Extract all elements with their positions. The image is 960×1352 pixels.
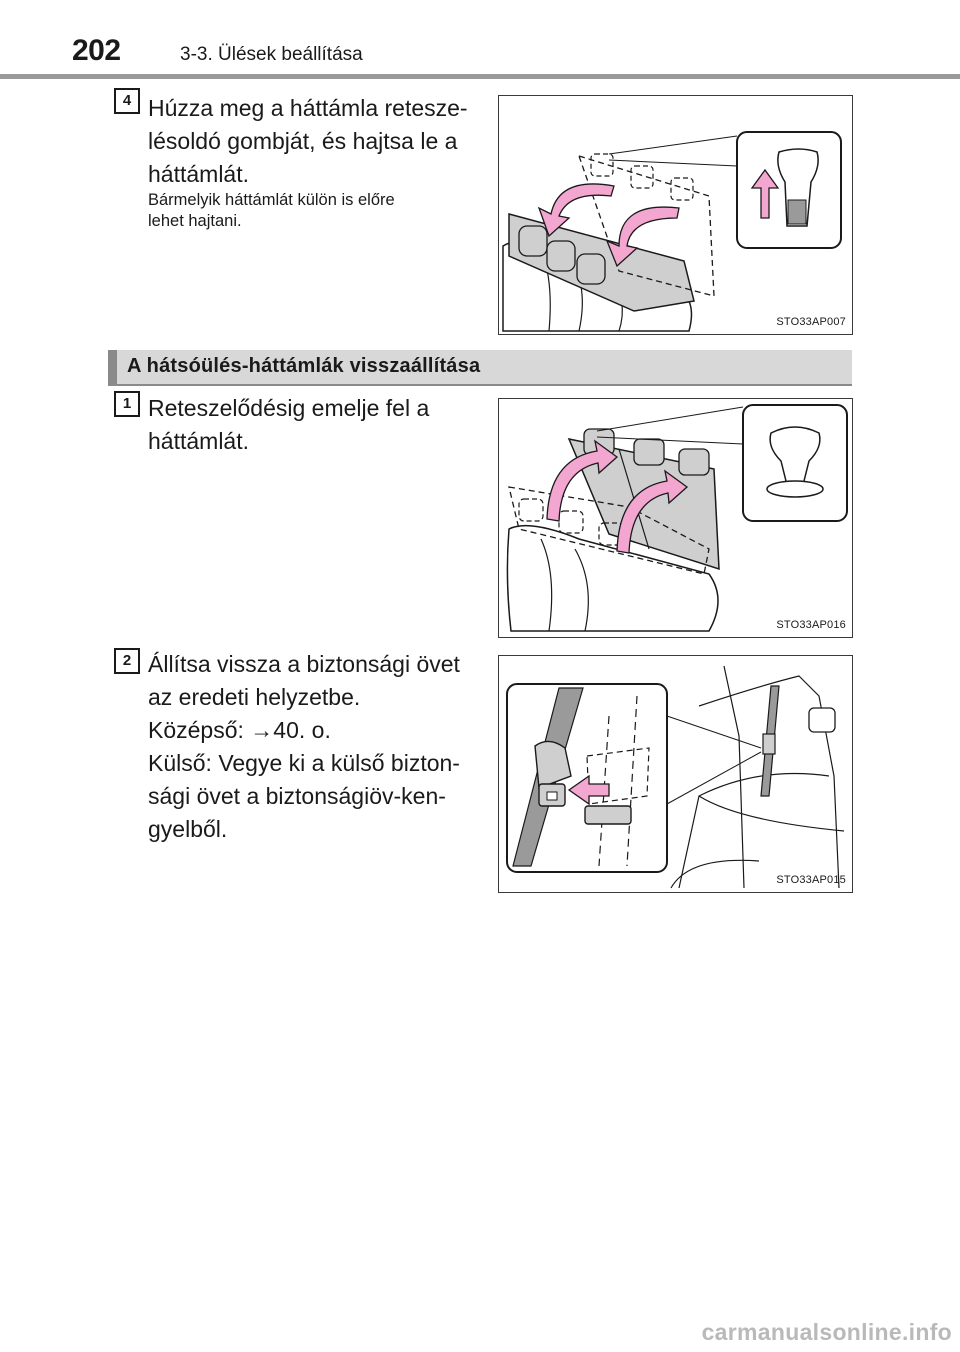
figure-seatbelt-reset bbox=[498, 655, 853, 893]
step-2-line-3: Középső: →40. o. bbox=[148, 717, 331, 743]
figure-raise-backrest bbox=[498, 398, 853, 638]
step-4-note bbox=[148, 190, 492, 232]
step-4-text bbox=[148, 92, 468, 191]
figure-code-1: STO33AP007 bbox=[776, 316, 846, 328]
step-badge-4: 4 bbox=[114, 88, 140, 114]
subsection-header-bar bbox=[108, 350, 117, 384]
section-title: 3-3. Ülések beállítása bbox=[180, 44, 363, 65]
step-2-line-6: gyelből. bbox=[148, 816, 228, 842]
fold-backrest-illustration bbox=[499, 96, 852, 334]
step-4-line-2: lésoldó gombját, és hajtsa le a bbox=[148, 128, 458, 154]
step-2-line-5: sági övet a biztonságiöv-ken- bbox=[148, 783, 446, 809]
step-1-line-2: háttámlát. bbox=[148, 428, 249, 454]
figure-code-3: STO33AP015 bbox=[776, 874, 846, 886]
step-4-line-3: háttámlát. bbox=[148, 161, 249, 187]
subsection-divider bbox=[108, 384, 852, 386]
step-badge-1: 1 bbox=[114, 391, 140, 417]
step-2-line-1: Állítsa vissza a biztonsági övet bbox=[148, 651, 460, 677]
watermark: carmanualsonline.info bbox=[701, 1319, 952, 1345]
header-divider bbox=[0, 74, 960, 79]
step-2-line-4: Külső: Vegye ki a külső bizton- bbox=[148, 750, 460, 776]
step-2-line-2: az eredeti helyzetbe. bbox=[148, 684, 361, 710]
subsection-header bbox=[108, 350, 852, 384]
step-1-line-1: Reteszelődésig emelje fel a bbox=[148, 395, 430, 421]
subsection-title: A hátsóülés-háttámlák visszaállítása bbox=[127, 355, 481, 377]
seatbelt-reset-illustration bbox=[499, 656, 852, 892]
page-number: 202 bbox=[72, 34, 121, 67]
step-2-text bbox=[148, 648, 460, 846]
step-badge-2: 2 bbox=[114, 648, 140, 674]
raise-backrest-illustration bbox=[499, 399, 852, 637]
page-header bbox=[0, 0, 960, 82]
step-4-note-line-1: Bármelyik háttámlát külön is előre bbox=[148, 191, 395, 209]
figure-code-2: STO33AP016 bbox=[776, 619, 846, 631]
step-4-line-1: Húzza meg a háttámla retesze- bbox=[148, 95, 468, 121]
figure-fold-backrest bbox=[498, 95, 853, 335]
step-1-text bbox=[148, 392, 429, 458]
step-4-note-line-2: lehet hajtani. bbox=[148, 212, 242, 230]
